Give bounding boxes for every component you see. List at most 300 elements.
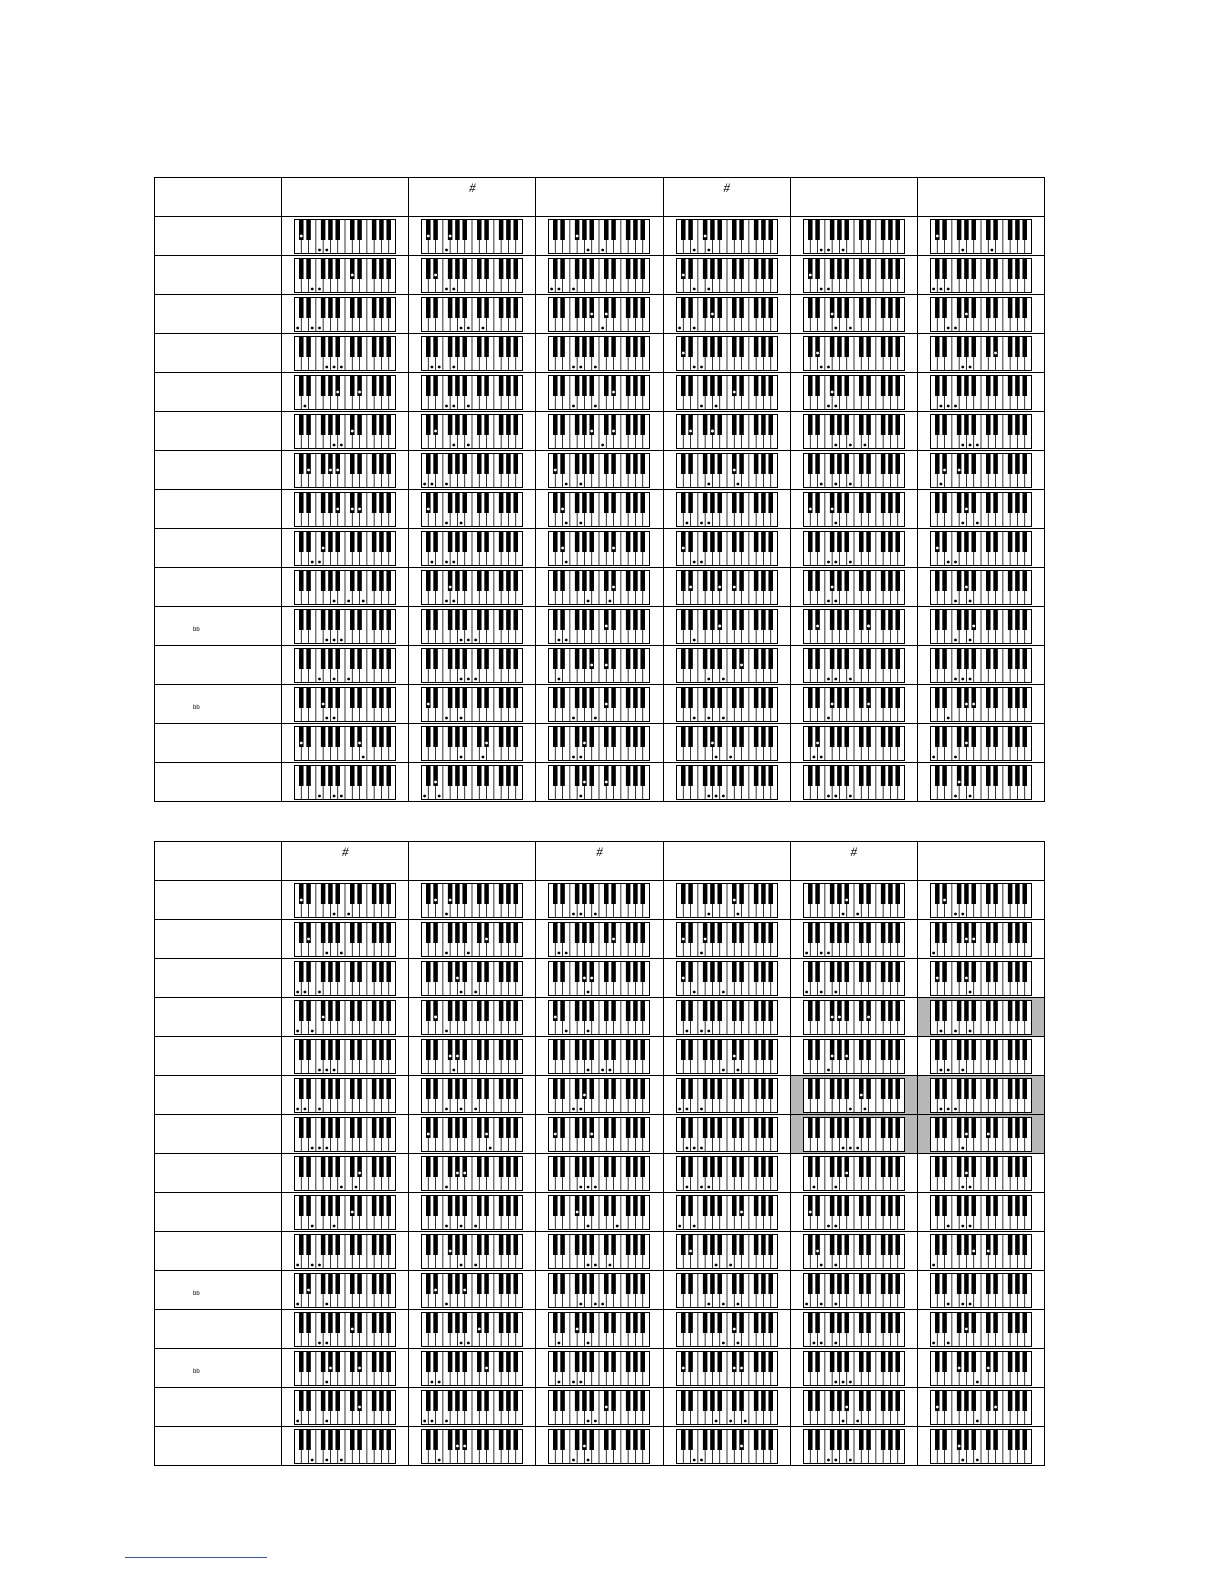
pressed-key-marker [965,1328,968,1331]
black-key [986,336,991,357]
black-key [1015,297,1020,318]
black-key [837,1273,842,1294]
keyboard-cell [536,490,663,529]
black-key [357,922,362,943]
black-key [710,375,715,396]
black-key [888,726,893,747]
black-key [321,883,326,904]
black-key [895,1273,900,1294]
black-key [710,453,715,474]
pressed-key-marker [972,938,975,941]
black-key [859,414,864,435]
chord-type-cell [155,295,282,334]
black-key [604,1234,609,1255]
black-key [350,1234,355,1255]
keyboard-cell [663,451,790,490]
black-key [336,570,341,591]
black-key [372,1000,377,1021]
black-key [881,1078,886,1099]
black-key [739,765,744,786]
black-key [888,687,893,708]
keyboard-cell [536,1349,663,1388]
black-key [837,258,842,279]
pressed-key-marker [358,1172,361,1175]
pressed-key-marker [987,1250,990,1253]
keyboard-diagram [930,1117,1032,1152]
black-key [681,726,686,747]
pressed-key-marker [969,366,972,369]
black-key [477,570,482,591]
black-key [942,922,947,943]
black-key [895,258,900,279]
black-key [993,531,998,552]
pressed-key-marker [340,952,343,955]
black-key [477,336,482,357]
pressed-key-marker [740,1367,743,1370]
black-key [553,1312,558,1333]
black-key [426,726,431,747]
black-key [761,765,766,786]
black-key [681,1234,686,1255]
keyboard-diagram [676,219,778,254]
black-key [1015,414,1020,435]
keyboard-diagram [930,336,1032,371]
black-key [553,336,558,357]
black-key [336,1234,341,1255]
pressed-key-marker [867,625,870,628]
black-key [957,687,962,708]
black-key [604,883,609,904]
black-key [477,922,482,943]
black-key [808,1312,813,1333]
black-key [732,1117,737,1138]
pressed-key-marker [307,1289,310,1292]
black-key [935,336,940,357]
keyboard-cell [790,1232,917,1271]
pressed-key-marker [453,405,456,408]
black-key [1008,922,1013,943]
black-key [379,1234,384,1255]
black-key [1015,922,1020,943]
pressed-key-marker [812,1342,815,1345]
pressed-key-marker [580,756,583,759]
pressed-key-marker [475,678,478,681]
keyboard-diagram [421,1078,523,1113]
black-key [372,492,377,513]
black-key [321,1312,326,1333]
keyboard-cell [917,1271,1044,1310]
black-key [957,336,962,357]
black-key [837,375,842,396]
black-key [575,336,580,357]
black-key [859,1351,864,1372]
black-key [477,1039,482,1060]
black-key [626,961,631,982]
black-key [866,453,871,474]
black-key [590,1273,595,1294]
pressed-key-marker [445,522,448,525]
black-key [1022,1312,1027,1333]
black-key [477,609,482,630]
black-key [710,961,715,982]
pressed-key-marker [965,508,968,511]
keyboard-cell [790,256,917,295]
black-key [604,453,609,474]
black-key [612,1156,617,1177]
black-key [688,1117,693,1138]
black-key [387,609,392,630]
keyboard-cell [663,529,790,568]
black-key [815,1351,820,1372]
pressed-key-marker [707,1186,710,1189]
black-key [866,961,871,982]
pressed-key-marker [609,1069,612,1072]
pressed-key-marker [827,717,830,720]
pressed-key-marker [340,795,343,798]
black-key [372,1273,377,1294]
black-key [1015,453,1020,474]
black-key [575,648,580,669]
keyboard-cell [536,1271,663,1310]
chord-row [155,959,1045,998]
black-key [717,1117,722,1138]
pressed-key-marker [300,899,303,902]
pressed-key-marker [351,274,354,277]
keyboard-cell [409,1232,536,1271]
pressed-key-marker [692,561,695,564]
black-key [844,765,849,786]
pressed-key-marker [863,444,866,447]
pressed-key-marker [965,703,968,706]
black-key [702,961,707,982]
pressed-key-marker [445,288,448,291]
black-key [993,922,998,943]
black-key [1022,609,1027,630]
black-key [844,1117,849,1138]
keyboard-diagram [548,765,650,800]
pressed-key-marker [947,1069,950,1072]
black-key [859,1195,864,1216]
pressed-key-marker [340,1186,343,1189]
black-key [641,414,646,435]
black-key [641,1273,646,1294]
black-key [964,1351,969,1372]
pressed-key-marker [434,430,437,433]
black-key [753,1234,758,1255]
black-key [986,961,991,982]
black-key [942,531,947,552]
black-key [830,531,835,552]
black-key [626,1312,631,1333]
black-key [336,1156,341,1177]
black-key [372,765,377,786]
black-key [590,570,595,591]
black-key [957,1156,962,1177]
black-key [935,765,940,786]
black-key [866,648,871,669]
keyboard-diagram [803,648,905,683]
pressed-key-marker [558,678,561,681]
pressed-key-marker [827,600,830,603]
black-key [626,648,631,669]
black-key [387,570,392,591]
black-key [499,336,504,357]
pressed-key-marker [453,444,456,447]
pressed-key-marker [732,469,735,472]
pressed-key-marker [805,1303,808,1306]
black-key [583,375,588,396]
black-key [993,1195,998,1216]
keyboard-diagram [676,961,778,996]
pressed-key-marker [740,664,743,667]
black-key [299,531,304,552]
keyboard-diagram [421,922,523,957]
black-key [844,648,849,669]
black-key [753,1117,758,1138]
black-key [986,687,991,708]
black-key [1008,453,1013,474]
black-key [448,687,453,708]
pressed-key-marker [580,1108,583,1111]
black-key [837,453,842,474]
black-key [299,570,304,591]
black-key [702,1312,707,1333]
keyboard-diagram [676,297,778,332]
black-key [761,1117,766,1138]
pressed-key-marker [961,1303,964,1306]
keyboard-diagram [421,1156,523,1191]
black-key [717,492,722,513]
keyboard-cell [536,529,663,568]
keyboard-cell [663,959,790,998]
black-key [561,687,566,708]
black-key [837,687,842,708]
black-key [372,687,377,708]
keyboard-cell [282,1037,409,1076]
black-key [463,414,468,435]
black-key [485,1312,490,1333]
black-key [761,726,766,747]
black-key [844,219,849,240]
keyboard-diagram [676,648,778,683]
pressed-key-marker [460,678,463,681]
pressed-key-marker [820,249,823,252]
black-key [306,961,311,982]
black-key [717,375,722,396]
black-key [499,531,504,552]
pressed-key-marker [707,483,710,486]
black-key [732,1195,737,1216]
black-key [426,336,431,357]
pressed-key-marker [947,1342,950,1345]
black-key [844,1234,849,1255]
pressed-key-marker [722,678,725,681]
black-key [688,648,693,669]
black-key [306,297,311,318]
black-key [328,1000,333,1021]
pressed-key-marker [961,444,964,447]
black-key [299,297,304,318]
black-key [575,765,580,786]
black-key [739,961,744,982]
black-key [957,648,962,669]
black-key [732,297,737,318]
keyboard-diagram [930,726,1032,761]
black-key [1015,1234,1020,1255]
pressed-key-marker [958,469,961,472]
black-key [641,1000,646,1021]
black-key [881,726,886,747]
black-key [626,531,631,552]
keyboard-cell [282,998,409,1037]
keyboard-diagram [803,1312,905,1347]
chord-row [155,412,1045,451]
pressed-key-marker [965,977,968,980]
black-key [583,414,588,435]
pressed-key-marker [587,1069,590,1072]
black-key [881,492,886,513]
black-key [1008,648,1013,669]
pressed-key-marker [583,781,586,784]
black-key [971,1195,976,1216]
black-key [888,297,893,318]
black-key [499,219,504,240]
black-key [768,1312,773,1333]
chord-type-cell [155,1037,282,1076]
black-key [306,1039,311,1060]
pressed-key-marker [358,1367,361,1370]
black-key [583,648,588,669]
black-key [590,375,595,396]
black-key [336,219,341,240]
black-key [583,1195,588,1216]
black-key [1008,961,1013,982]
pressed-key-marker [318,678,321,681]
black-key [321,1234,326,1255]
black-key [739,1273,744,1294]
keyboard-diagram [930,1156,1032,1191]
keyboard-diagram [294,922,396,957]
black-key [964,453,969,474]
black-key [935,258,940,279]
black-key [434,1351,439,1372]
pressed-key-marker [700,1186,703,1189]
pressed-key-marker [591,977,594,980]
keyboard-cell [917,568,1044,607]
keyboard-diagram [676,492,778,527]
black-key [604,1078,609,1099]
black-key [336,336,341,357]
black-key [681,1156,686,1177]
pressed-key-marker [307,938,310,941]
black-key [964,258,969,279]
black-key [499,648,504,669]
pressed-key-marker [969,600,972,603]
black-key [299,1351,304,1372]
black-key [426,297,431,318]
keyboard-diagram [294,883,396,918]
black-key [553,414,558,435]
black-key [612,336,617,357]
black-key [753,1312,758,1333]
keyboard-diagram [294,531,396,566]
black-key [426,453,431,474]
black-key [881,648,886,669]
black-key [1022,1000,1027,1021]
black-key [561,922,566,943]
black-key [957,219,962,240]
black-key [830,1156,835,1177]
black-key [971,297,976,318]
black-key [808,1273,813,1294]
black-key [844,1078,849,1099]
black-key [477,765,482,786]
black-key [590,1000,595,1021]
black-key [634,492,639,513]
black-key [426,648,431,669]
pressed-key-marker [594,366,597,369]
black-key [477,492,482,513]
black-key [1015,765,1020,786]
black-key [964,1234,969,1255]
keyboard-cell [282,568,409,607]
black-key [768,1195,773,1216]
pressed-key-marker [318,1108,321,1111]
black-key [808,336,813,357]
black-key [336,1039,341,1060]
pressed-key-marker [816,625,819,628]
black-key [357,1234,362,1255]
black-key [895,336,900,357]
black-key [514,1078,519,1099]
black-key [575,1234,580,1255]
black-key [717,1039,722,1060]
pressed-key-marker [856,1147,859,1150]
pressed-key-marker [936,977,939,980]
black-key [888,609,893,630]
black-key [808,687,813,708]
black-key [993,570,998,591]
pressed-key-marker [336,469,339,472]
black-key [357,648,362,669]
pressed-key-marker [714,1264,717,1267]
black-key [768,531,773,552]
pressed-key-marker [613,391,616,394]
black-key [895,531,900,552]
keyboard-diagram [930,922,1032,957]
black-key [553,726,558,747]
black-key [372,453,377,474]
pressed-key-marker [311,561,314,564]
keyboard-cell [536,568,663,607]
black-key [477,1000,482,1021]
black-key [739,336,744,357]
black-key [971,453,976,474]
black-key [895,1117,900,1138]
pressed-key-marker [594,1186,597,1189]
black-key [881,1234,886,1255]
black-key [1008,883,1013,904]
black-key [761,336,766,357]
black-key [626,1156,631,1177]
pressed-key-marker [954,600,957,603]
black-key [717,883,722,904]
black-key [634,648,639,669]
black-key [888,570,893,591]
black-key [830,336,835,357]
black-key [768,336,773,357]
keyboard-diagram [930,1195,1032,1230]
